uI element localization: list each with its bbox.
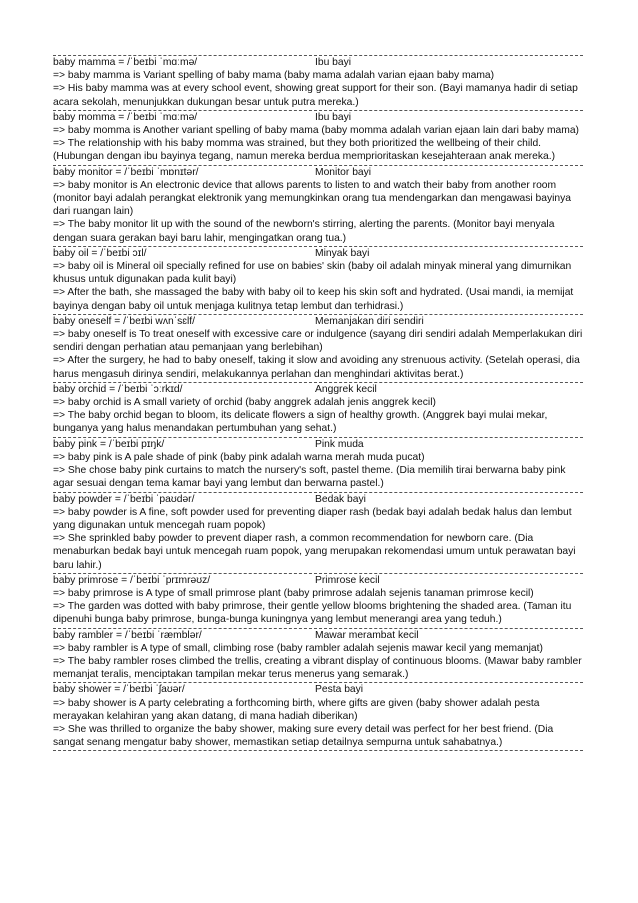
entry-baby-oil: [53, 247, 583, 315]
entry-word: baby primrose = /ˈbeɪbi ˈprɪmrəʊz/: [53, 574, 211, 586]
entry-word: baby monitor = /ˈbeɪbi ˈmɒnɪtər/: [53, 166, 199, 178]
entry-head: [53, 111, 583, 124]
entry-head: [53, 166, 583, 179]
entry-baby-mamma: [53, 55, 583, 111]
entry-example: => She sprinkled baby powder to prevent diaper rash, a common recommendation for newborn care. (Dia menaburkan bedak bayi untuk mencegah ruam popok, yang merupakan rekomendasi umum untuk perawatan bayi baru lahir.): [53, 533, 576, 571]
entry-definition: => baby pink is A pale shade of pink (baby pink adalah warna merah muda pucat): [53, 451, 425, 463]
entry-definition: => baby orchid is A small variety of orchid (baby anggrek adalah jenis anggrek kecil): [53, 397, 436, 409]
entry-translation: Pink muda: [315, 438, 364, 450]
entry-baby-pink: [53, 438, 583, 493]
entry-baby-monitor: [53, 166, 583, 247]
entry-example: => The baby monitor lit up with the sound of the newborn's stirring, alerting the parents. (Monitor bayi menyala dengan suara gerakan bayi baru lahir, mengingatkan orang tua.): [53, 219, 555, 244]
entry-translation: Ibu bayi: [315, 111, 352, 123]
entry-example: => After the bath, she massaged the baby with baby oil to keep his skin soft and hydrated. (Usai mandi, ia memijat bayinya dengan baby oil untuk menjaga kulitnya tetap lembut dan terhidrasi.): [53, 287, 574, 312]
entry-baby-oneself: [53, 315, 583, 383]
entry-translation: Anggrek kecil: [315, 383, 377, 395]
entry-head: [53, 629, 583, 642]
entry-word: baby orchid = /ˈbeɪbi ˈɔːrkɪd/: [53, 383, 183, 395]
entry-word: baby pink = /ˈbeɪbi pɪŋk/: [53, 438, 165, 450]
entry-head: [53, 683, 583, 696]
entry-definition: => baby mamma is Variant spelling of baby mama (baby mama adalah varian ejaan baby mama): [53, 70, 495, 82]
entry-word: baby shower = /ˈbeɪbi ˈʃaʊər/: [53, 684, 185, 696]
entry-head: [53, 315, 583, 328]
entry-translation: Memanjakan diri sendiri: [315, 315, 424, 327]
entry-translation: Pesta bayi: [315, 684, 364, 696]
entry-translation: Primrose kecil: [315, 574, 380, 586]
entry-definition: => baby powder is A fine, soft powder used for preventing diaper rash (bedak bayi adalah bedak halus dan lembut yang digunakan untuk mencegah ruam popok): [53, 506, 572, 531]
entry-definition: => baby momma is Another variant spelling of baby mama (baby momma adalah varian ejaan lain dari baby mama): [53, 125, 579, 137]
entry-definition: => baby rambler is A type of small, climbing rose (baby rambler adalah sejenis mawar kecil yang memanjat): [53, 642, 543, 654]
entry-baby-shower: [53, 683, 583, 751]
entry-translation: Minyak bayi: [315, 247, 370, 259]
entry-example: => The relationship with his baby momma was strained, but they both prioritized the wellbeing of their child. (Hubungan dengan ibu bayinya tegang, namun mereka berdua memprioritaskan kesejahteraan anak mereka.): [53, 138, 555, 163]
entry-definition: => baby monitor is An electronic device that allows parents to listen to and watch their baby from another room (monitor bayi adalah perangkat elektronik yang memungkinkan orang tua mendengarkan dan mengawasi bayinya dari ruangan lain): [53, 179, 572, 218]
entry-example: => After the surgery, he had to baby oneself, taking it slow and avoiding any strenuous activity. (Setelah operasi, dia harus mengasuh dirinya sendiri, melakukannya perlahan dan menghindari aktivitas berat.): [53, 355, 580, 380]
entry-word: baby oil = /ˈbeɪbi ɔɪl/: [53, 247, 147, 259]
entry-word: baby mamma = /ˈbeɪbi ˈmɑːmə/: [53, 57, 198, 68]
entry-head: [53, 574, 583, 587]
entry-head: [53, 247, 583, 260]
entry-example: => The garden was dotted with baby primrose, their gentle yellow blooms brightening the shaded area. (Taman itu dipenuhi bunga baby primrose, bunga-bunga kuningnya yang lembut menerangi area yang teduh.): [53, 601, 572, 626]
entry-baby-rambler: [53, 629, 583, 684]
entry-example: => The baby orchid began to bloom, its delicate flowers a sign of healthy growth. (Anggrek bayi mulai mekar, bunganya yang halus menandakan pertumbuhan yang sehat.): [53, 410, 548, 435]
entry-head: [53, 493, 583, 506]
entry-word: baby momma = /ˈbeɪbi ˈmɑːmə/: [53, 111, 198, 123]
entry-translation: Mawar merambat kecil: [315, 629, 419, 641]
entry-baby-powder: [53, 493, 583, 574]
entry-definition: => baby primrose is A type of small primrose plant (baby primrose adalah sejenis tanaman primrose kecil): [53, 587, 534, 599]
entry-translation: Monitor bayi: [315, 166, 372, 178]
entry-example: => His baby mamma was at every school event, showing great support for their son. (Bayi mamanya hadir di setiap acara sekolah, menunjukkan dukungan besar untuk putra mereka.): [53, 83, 578, 108]
entry-translation: Ibu bayi: [315, 57, 352, 68]
dictionary-page: [53, 55, 583, 751]
entry-head: [53, 438, 583, 451]
entry-word: baby rambler = /ˈbeɪbi ˈræmblər/: [53, 629, 202, 641]
entry-word: baby oneself = /ˈbeɪbi wʌnˈsɛlf/: [53, 315, 196, 327]
entry-head: [53, 383, 583, 396]
entry-example: => The baby rambler roses climbed the trellis, creating a vibrant display of continuous blooms. (Mawar baby rambler memanjat teralis, menciptakan tampilan mekar terus menerus yang semarak.): [53, 655, 582, 681]
entry-translation: Bedak bayi: [315, 493, 366, 505]
entry-baby-orchid: [53, 383, 583, 438]
entry-baby-momma: [53, 111, 583, 166]
entry-example: => She chose baby pink curtains to match the nursery's soft, pastel theme. (Dia memilih tirai berwarna baby pink agar sesuai dengan tema kamar bayi yang lembut dan berwarna pastel.): [53, 465, 566, 490]
entry-baby-primrose: [53, 574, 583, 629]
entry-example: => She was thrilled to organize the baby shower, making sure every detail was perfect for her best friend. (Dia sangat senang mengatur baby shower, memastikan setiap detailnya sempurna untuk sahabatnya.): [53, 723, 554, 749]
entry-head: [53, 56, 583, 69]
entry-word: baby powder = /ˈbeɪbi ˈpaʊdər/: [53, 493, 195, 505]
entry-definition: => baby shower is A party celebrating a forthcoming birth, where gifts are given (baby shower adalah pesta merayakan kelahiran yang akan datang, di mana hadiah diberikan): [53, 697, 540, 722]
entry-definition: => baby oneself is To treat oneself with excessive care or indulgence (sayang diri sendiri adalah Memperlakukan diri sendiri dengan perhatian atau pemanjaan yang berlebihan): [53, 329, 583, 354]
entry-definition: => baby oil is Mineral oil specially refined for use on babies' skin (baby oil adalah minyak mineral yang dimurnikan khusus untuk digunakan pada kulit bayi): [53, 261, 572, 286]
